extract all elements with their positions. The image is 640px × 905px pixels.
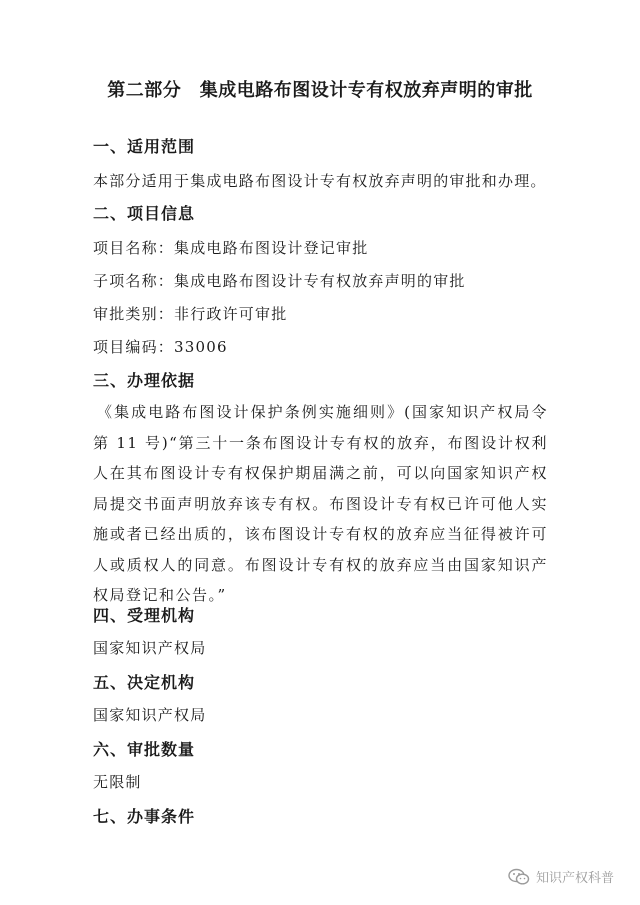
scope-text: 本部分适用于集成电路布图设计专有权放弃声明的审批和办理。 [93, 172, 547, 190]
approval-category: 审批类别：非行政许可审批 [93, 305, 288, 323]
subitem-name: 子项名称：集成电路布图设计专有权放弃声明的审批 [93, 272, 466, 290]
section-heading-deciding-agency: 五、决定机构 [93, 673, 196, 692]
section-heading-approval-quantity: 六、审批数量 [93, 740, 196, 759]
accepting-agency: 国家知识产权局 [93, 639, 207, 657]
project-name: 项目名称：集成电路布图设计登记审批 [93, 239, 369, 257]
section-heading-scope: 一、适用范围 [93, 137, 196, 156]
section-heading-project-info: 二、项目信息 [93, 204, 196, 223]
deciding-agency: 国家知识产权局 [93, 706, 207, 724]
section-heading-conditions: 七、办事条件 [93, 807, 196, 826]
section-heading-basis: 三、办理依据 [93, 371, 196, 390]
basis-paragraph: 《集成电路布图设计保护条例实施细则》(国家知识产权局令第 11 号)“第三十一条布图设计专有权的放弃，布图设计权利人在其布图设计专有权保护期届满之前，可以向国家知识产权局提交书面声明放弃该专有权。布图设计专有权已许可他人实施或者已经出质的，该布图设计专有权的放弃应当征得被许可人或质权人的同意。布图设计专有权的放弃应当由国家知识产权局登记和公告。” [93, 403, 548, 604]
section-heading-accepting-agency: 四、受理机构 [93, 606, 196, 625]
approval-quantity: 无限制 [93, 773, 142, 791]
watermark [508, 867, 614, 886]
page-title: 第二部分 集成电路布图设计专有权放弃声明的审批 [107, 80, 533, 101]
wechat-icon [508, 868, 530, 886]
watermark-text: 知识产权科普 [535, 871, 614, 886]
project-code: 项目编码：33006 [93, 338, 228, 356]
